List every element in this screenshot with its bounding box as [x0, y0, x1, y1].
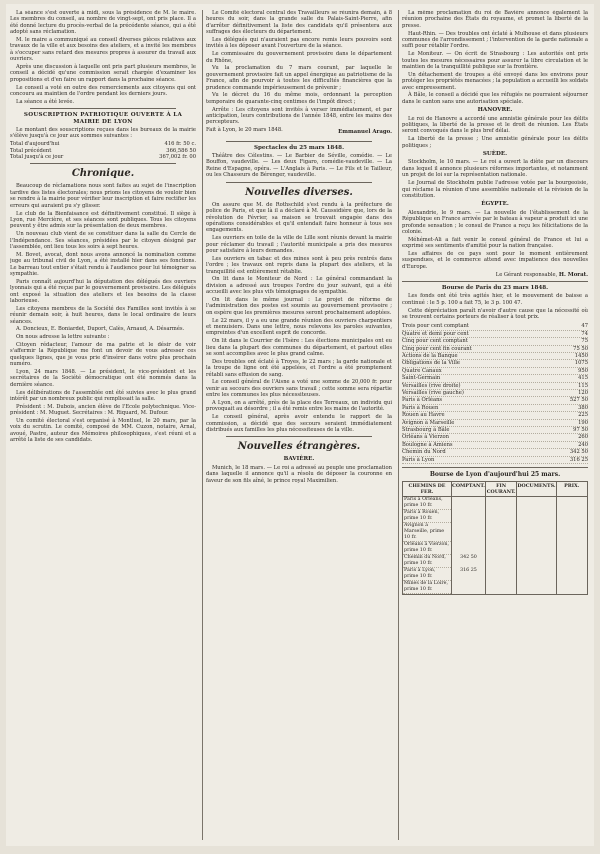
row-value: 366,586 50: [166, 147, 196, 154]
market-value: 97 50: [573, 427, 588, 434]
paragraph: Méhémet-Ali a fait venir le consul général de France et lui a exprimé ses sentiments d'amitié pour la nation française.: [402, 236, 588, 250]
table-cell: [516, 497, 555, 510]
market-label: Rouen au Havre: [402, 412, 445, 419]
table-row-label: Paris à Lyon, prime 10 fr.: [403, 568, 451, 581]
market-label: Paris à Rouen: [402, 404, 439, 411]
divider: [226, 182, 372, 183]
paragraph: Les ouvriers en toile de la ville de Lille sont réunis devant la mairie pour réclamer du travail ; l'autorité municipale a pris des mesures pour satisfaire à leurs demandes.: [206, 235, 392, 254]
table-cell: [451, 542, 485, 555]
table-cell: [556, 555, 587, 568]
bourse-lyon: [402, 472, 588, 594]
market-row: [402, 323, 588, 330]
market-value: 380: [578, 404, 588, 411]
table-cell: [556, 568, 587, 581]
market-value: 342 50: [569, 449, 588, 456]
etrangeres-heading: Nouvelles étrangères.: [237, 441, 361, 453]
table-header-cell: PRIX.: [556, 482, 587, 497]
table-header-cell: DOCUMENTS.: [516, 482, 555, 497]
decree-signer: Emmanuel Arago.: [338, 129, 392, 136]
market-value: 75: [581, 338, 588, 345]
paragraph: Le Moniteur. — On écrit de Strasbourg : Les autorités ont pris toutes les mesures nécessaires pour assurer la libre circulation et le maintien de la tranquillité publique sur la frontière.: [402, 51, 588, 71]
paragraph: M. Bovet, avocat, dont nous avons annoncé la nomination comme juge au tribunal civil de Lyon, a été installé hier dans ses fonctions. Le barreau tout entier s'était rendu à l'audience pour lui témoigner sa sympathie.: [10, 251, 196, 277]
market-label: Strasbourg à Bâle: [402, 427, 450, 434]
market-value: 260: [578, 434, 588, 441]
table-cell: [485, 523, 516, 542]
row-value: 416 fr. 50 c.: [164, 141, 196, 148]
paragraph: La liberté de la presse ; Une amnistie générale pour les délits politiques ;: [402, 136, 588, 149]
market-row: [402, 360, 588, 367]
column-rule-2: [398, 10, 399, 840]
paragraph: Le conseil général, après avoir entendu le rapport de la commission, a décidé que des secours seraient immédiatement distribués aux familles les plus nécessiteuses de la ville.: [206, 414, 392, 433]
chronique-heading: Chronique.: [71, 168, 135, 180]
paragraph: Un détachement de troupes a été envoyé dans les environs pour protéger les propriétés menacées ; la population a accueilli les soldats avec empressement.: [402, 71, 588, 91]
market-value: 240: [578, 441, 588, 448]
market-row: [402, 442, 588, 449]
paragraph: Le Comité électoral central des Travailleurs se réunira demain, à 8 heures du soir, dans la grande salle du Palais-Saint-Pierre, afin d'arrêter définitivement la liste des candidats qu'il présentera aux suffrages des électeurs du département.: [206, 10, 392, 36]
table-cell: [516, 568, 555, 581]
paragraph: Les affaires de ce pays sont pour le moment entièrement suspendues, et le commerce attend avec impatience des nouvelles d'Europe.: [402, 250, 588, 270]
paragraph: Les ouvriers en tabac et des mines sont à peu près rentrés dans l'ordre ; les travaux ont repris dans la plupart des ateliers, et la tranquillité est entièrement rétablie.: [206, 255, 392, 275]
table-cell: [485, 497, 516, 510]
table-cell: [516, 542, 555, 555]
paragraph: Arrête : Les citoyens sont invités à verser immédiatement, et par anticipation, leurs contributions de l'année 1848, entre les mains des percepteurs.: [206, 106, 392, 126]
paragraph: On nous adresse la lettre suivante :: [16, 334, 110, 341]
paragraph: Vu la proclamation du 7 mars courant, par laquelle le gouvernement provisoire fait un appel énergique au patriotisme de la France, afin de pourvoir à toutes les difficultés financières que la prudence commande impérieusement de prévenir ;: [206, 65, 392, 91]
market-row: [402, 383, 588, 390]
table-cell: [556, 497, 587, 510]
market-value: 1450: [574, 353, 588, 359]
paragraph: Les fonds ont été très agités hier, et le mouvement de baisse a continué : le 5 p. 100 a fait 75, le 3 p. 100 47.: [402, 293, 588, 306]
table-header-cell: CHEMINS DE FER.: [403, 482, 451, 497]
market-row: [402, 331, 588, 338]
paragraph: Le conseil a voté en outre des remerciements aux citoyens qui ont concouru au maintien de l'ordre pendant les derniers jours.: [10, 84, 196, 98]
market-label: Versailles (rive droite): [402, 382, 461, 389]
subscription-heading: SOUSCRIPTION PATRIOTIQUE OUVERTE À LA MAIRIE DE LYON: [23, 112, 183, 125]
baviere-heading: BAVIÈRE.: [283, 456, 315, 463]
hanovre-heading: HANOVRE.: [477, 107, 513, 114]
market-label: Versailles (rive gauche): [402, 390, 464, 397]
table-cell: [485, 510, 516, 523]
paragraph: Les délibérations de l'assemblée ont été suivies avec le plus grand intérêt par un nombreux public qui remplissait la salle.: [10, 389, 196, 402]
divider: [226, 436, 372, 437]
market-row: [402, 397, 588, 404]
market-label: Paris à Orléans: [402, 397, 443, 404]
table-header-cell: FIN COURANT.: [486, 482, 516, 495]
paragraph: Alexandrie, le 9 mars. — La nouvelle de l'établissement de la République en France arrivée par le bateau à vapeur a produit ici une profonde sensation ; le consul de France a reçu les félicitations de la colonie.: [402, 209, 588, 235]
market-value: 74: [581, 330, 588, 337]
market-value: 47: [581, 323, 588, 330]
decree-signature: [206, 127, 392, 137]
market-row: [402, 420, 588, 427]
market-row: [402, 434, 588, 441]
market-label: Orléans à Vierzon: [402, 434, 450, 441]
gerant-label: Le Gérant responsable,: [495, 271, 558, 278]
paragraph: Paris connaît aujourd'hui la députation des délégués des ouvriers lyonnais qui a été reçue par le gouvernement provisoire. Les délégués ont exposé la situation des ateliers et les besoins de la classe laborieuse.: [10, 278, 196, 304]
paragraph: Munich, le 18 mars. — Le roi a adressé au peuple une proclamation dans laquelle il annonce qu'il a résolu de déposer la couronne en faveur de son fils aîné, le prince royal Maximilien.: [206, 464, 392, 484]
column-1: [10, 10, 196, 840]
market-row: [402, 346, 588, 353]
row-label: Total jusqu'à ce jour: [10, 154, 64, 161]
gerant-name: H. Morat.: [558, 271, 588, 278]
table-cell: [556, 523, 587, 542]
market-value: 415: [578, 375, 588, 382]
table-cell: [485, 542, 516, 555]
market-value: 316 25: [569, 456, 588, 463]
table-row-label: Orléans à Vierzon, prime 10 fr.: [404, 541, 449, 553]
market-value: 75 50: [573, 345, 588, 352]
market-label: Chemin du Nord: [402, 449, 446, 456]
table-row-label: Paris à Orléans, prime 10 fr.: [403, 497, 451, 510]
market-label: Quatre et demi pour cent: [402, 330, 469, 337]
paragraph: Le conseil général de l'Aisne a voté une somme de 20,000 fr. pour venir au secours des ouvriers sans travail ; cette somme sera répartie entre les communes les plus nécessiteuses.: [206, 379, 392, 399]
market-label: Saint-Germain: [402, 375, 441, 382]
paragraph: La séance a été levée.: [16, 98, 75, 105]
paragraph: Lyon, 24 mars 1848. — Le président, le vice-président et les secrétaires de la Société démocratique ont été nommés dans la dernière séance.: [10, 368, 196, 388]
market-row: [402, 353, 588, 360]
market-row: [402, 457, 588, 464]
table-cell: [556, 581, 587, 594]
market-label: Cinq pour cent comptant: [402, 338, 468, 345]
table-cell: [485, 555, 516, 568]
table-cell: [451, 497, 485, 510]
table-row-label: Mines de la Loire, prime 10 fr.: [403, 581, 451, 594]
paragraph: Haut-Rhin. — Des troubles ont éclaté à Mulhouse et dans plusieurs communes de l'arrondissement ; l'intervention de la garde nationale a suffi pour rétablir l'ordre.: [402, 30, 588, 50]
market-value: 1075: [574, 360, 588, 367]
paragraph: A Lyon, on a arrêté, près de la place des Terreaux, un individu qui provoquait au désordre ; il a été remis entre les mains de l'autorité.: [206, 399, 392, 413]
paragraph: Un comité électoral s'est organisé à Montluel, le 20 mars, par la voix du scrutin. Le comité, composé de MM. Cuzon, notaire, Arnal, avoué, Pastre, auteur des Mémoires philosophiques, s'est réuni et a arrêté la liste de ses candidats.: [10, 417, 196, 444]
suede-heading: SUÈDE.: [482, 151, 508, 158]
divider: [402, 467, 588, 468]
bourse-lyon-table: [402, 481, 588, 595]
table-cell: [485, 581, 516, 594]
paragraph: Le commissaire du gouvernement provisoire dans le département du Rhône,: [206, 51, 392, 64]
divider: [226, 141, 372, 142]
market-row: [402, 449, 588, 456]
table-cell: 342 50: [451, 555, 485, 568]
paragraph: Des troubles ont éclaté à Troyes, le 22 mars ; la garde nationale et la troupe de ligne ont été appelées, et l'ordre a été promptement rétabli sans effusion de sang.: [206, 358, 392, 378]
table-cell: [516, 555, 555, 568]
market-row: [402, 368, 588, 375]
paragraph: Un nouveau club vient de se constituer dans la salle du Cercle de l'Indépendance. Ses séances, présidées par le citoyen désigné par l'assemblée, ont lieu tous les soirs à sept heures.: [10, 231, 196, 250]
paragraph: Vu le décret du 16 du même mois, ordonnant la perception temporaire de quarante-cinq centimes de l'impôt direct ;: [206, 92, 392, 105]
paragraph: Stockholm, le 10 mars. — Le roi a ouvert la diète par un discours dans lequel il annonce plusieurs réformes importantes, et notamment un projet de loi sur la représentation nationale.: [402, 159, 588, 179]
column-rule-1: [202, 10, 203, 840]
paragraph: M. le maire a communiqué au conseil diverses pièces relatives aux travaux de la ville et aux besoins des ateliers, et a invité les membres à s'occuper sans retard des mesures propres à assurer du travail aux ouvriers.: [10, 37, 196, 63]
market-label: Avignon à Marseille: [402, 419, 455, 426]
gerant-line: [402, 272, 588, 278]
paragraph: La même proclamation du roi de Bavière annonce également la réunion prochaine des États du royaume, et promet la liberté de la presse.: [402, 10, 588, 29]
paragraph: On lit dans le Courrier de l'Isère : Les élections municipales ont eu lieu dans la plupart des communes du département, et partout elles se sont accomplies avec le plus grand calme.: [206, 338, 392, 357]
spectacles-heading: Spectacles du 25 mars 1848.: [253, 144, 345, 151]
market-quotes: [402, 323, 588, 464]
market-row: [402, 405, 588, 412]
bourse-paris-heading: Bourse de Paris du 23 mars 1848.: [441, 284, 549, 291]
table-cell: [516, 510, 555, 523]
table-cell: [485, 568, 516, 581]
table-cell: [451, 581, 485, 594]
divider: [30, 163, 176, 164]
paragraph: Cette dépréciation paraît n'avoir d'autre cause que la nécessité où se trouvent certains porteurs de réaliser à tout prix.: [402, 307, 588, 320]
market-label: Trois pour cent comptant: [402, 323, 469, 330]
paragraph: Le 22 mars, il y a eu une grande réunion des ouvriers charpentiers et menuisiers. Dans une lettre, nous relevons les paroles suivantes, empreintes d'un excellent esprit de concorde.: [206, 317, 392, 337]
market-value: 190: [578, 419, 588, 426]
subscription-totals: [10, 141, 196, 160]
table-row-label: Avignon à Marseille, prime 10 fr.: [403, 523, 451, 542]
table-cell: [451, 510, 485, 523]
market-label: Cinq pour cent fin courant: [402, 345, 472, 352]
paragraph: Président : M. Dubois, ancien élève de l'Ecole polytechnique. Vice-président : M. Muguet. Secrétaires : M. Riquard, M. Dufour.: [10, 403, 196, 417]
column-3: [402, 10, 588, 840]
table-row-label: Chemin du Nord, prime 10 fr.: [403, 555, 451, 568]
market-value: 120: [578, 390, 588, 397]
paragraph: Les citoyens membres de la Société des Familles sont invités à se réunir demain soir, à huit heures, dans le local ordinaire de leurs séances.: [10, 305, 196, 325]
divers-heading: Nouvelles diverses.: [245, 186, 353, 198]
row-value: 367,002 fr. 00: [159, 154, 196, 161]
table-cell: [556, 510, 587, 523]
column-2: [206, 10, 392, 840]
market-value: 115: [578, 382, 588, 389]
market-label: Actions de la Banque: [402, 353, 458, 359]
egypte-heading: ÉGYPTE.: [481, 201, 509, 208]
newspaper-page: [6, 4, 594, 846]
market-label: Quatre Canaux: [402, 367, 442, 374]
subscription-intro: Le montant des souscriptions reçues dans les bureaux de la mairie s'élève jusqu'à ce jour aux sommes suivantes :: [10, 127, 196, 140]
paragraph: On lit dans le même journal : Le projet de réforme de l'administration des postes est soumis au gouvernement provisoire ; on espère que les premières mesures seront prochainement adoptées.: [206, 296, 392, 316]
bourse-lyon-heading: Bourse de Lyon d'aujourd'hui 25 mars.: [429, 471, 561, 479]
table-header-cell: COMPTANT.: [451, 482, 485, 497]
paragraph: À Bâle, le conseil a décidé que les réfugiés ne pourraient séjourner dans le canton sans une autorisation spéciale.: [402, 92, 588, 105]
market-row: [402, 412, 588, 419]
table-cell: [516, 581, 555, 594]
table-cell: [451, 523, 485, 542]
decree-date: Fait à Lyon, le 20 mars 1848.: [206, 127, 283, 134]
paragraph: La séance s'est ouverte à midi, sous la présidence de M. le maire. Les membres du conseil, au nombre de vingt-sept, ont pris place. Il a été donné lecture du procès-verbal de la précédente séance, qui a été adopté sans réclamation.: [10, 10, 196, 36]
table-cell: [516, 523, 555, 542]
table-row-label: Paris à Rouen, prime 10 fr.: [403, 510, 451, 523]
market-value: 225: [578, 412, 588, 419]
paragraph: Beaucoup de réclamations nous sont faites au sujet de l'inscription tardive des listes électorales; nous prions les citoyens de vouloir bien se rendre à la mairie pour vérifier leur inscription et faire rectifier les erreurs qui auraient pu s'y glisser.: [10, 183, 196, 209]
paragraph: Les délégués qui n'auraient pas encore remis leurs pouvoirs sont invités à les déposer avant l'ouverture de la séance.: [206, 37, 392, 50]
subscription-row: [10, 154, 196, 160]
paragraph: Le Journal de Stockholm publie l'adresse votée par la bourgeoisie, qui réclame la réunion d'une assemblée nationale et la révision de la constitution.: [402, 180, 588, 199]
market-value: 527 50: [569, 397, 588, 404]
paragraph: Après une discussion à laquelle ont pris part plusieurs membres, le conseil a décidé qu'une commission serait chargée d'examiner les propositions et d'en faire un rapport dans la prochaine séance.: [10, 64, 196, 83]
paragraph: Le club de la Bienfaisance est définitivement constitué. Il siège à Lyon, rue Mercière, et ses séances sont publiques. Tous les citoyens peuvent y être admis sur la présentation de deux membres.: [10, 210, 196, 230]
spectacles-listing: Théâtre des Célestins. — Le Barbier de Séville, comédie. — Le Bouffon, vaudeville. — Les deux Figaro, comédie-vaudeville. — La Reine d'Espagne, opéra. — L'Anglais à Paris. — Le Fils et le Tailleur, ou les Chasseurs de Bérenger, vaudeville.: [206, 153, 392, 179]
divider: [402, 281, 588, 282]
paragraph: On assure que M. de Rothschild s'est rendu à la préfecture de police de Paris, et que là il a déclaré à M. Caussidière que, lors de la révolution de Février, sa maison se trouvait engagée dans des opérations considérables et qu'il entendait faire honneur à tous ses engagements.: [206, 201, 392, 234]
row-label: Total précédent: [10, 147, 52, 154]
market-label: Obligations de la Ville: [402, 360, 460, 367]
table-cell: 316 25: [451, 568, 485, 581]
signers: A. Doncieux, E. Boniardet, Duport, Calès, Arnaud, A. Désarmés.: [16, 326, 185, 333]
market-value: 950: [578, 367, 588, 374]
paragraph: Le roi de Hanovre a accordé une amnistie générale pour les délits politiques, la liberté de la presse et le droit de réunion. Les États seront convoqués dans le plus bref délai.: [402, 115, 588, 135]
market-label: Paris à Lyon: [402, 456, 435, 463]
market-row: [402, 338, 588, 345]
row-label: Total d'aujourd'hui: [10, 141, 60, 148]
paragraph: Citoyen rédacteur, l'amour de ma patrie et le désir de voir s'affermir la République me font un devoir de vous adresser ces quelques lignes, que je vous prie d'insérer dans votre plus prochain numéro.: [10, 341, 196, 368]
paragraph: On lit dans le Moniteur de Nord : Le général commandant la division a adressé aux troupes l'ordre du jour suivant, qui a été accueilli avec les plus vifs témoignages de sympathie.: [206, 276, 392, 296]
market-row: [402, 375, 588, 382]
table-cell: [556, 542, 587, 555]
divider: [30, 108, 176, 109]
market-label: Boulogne à Amiens: [402, 441, 453, 448]
